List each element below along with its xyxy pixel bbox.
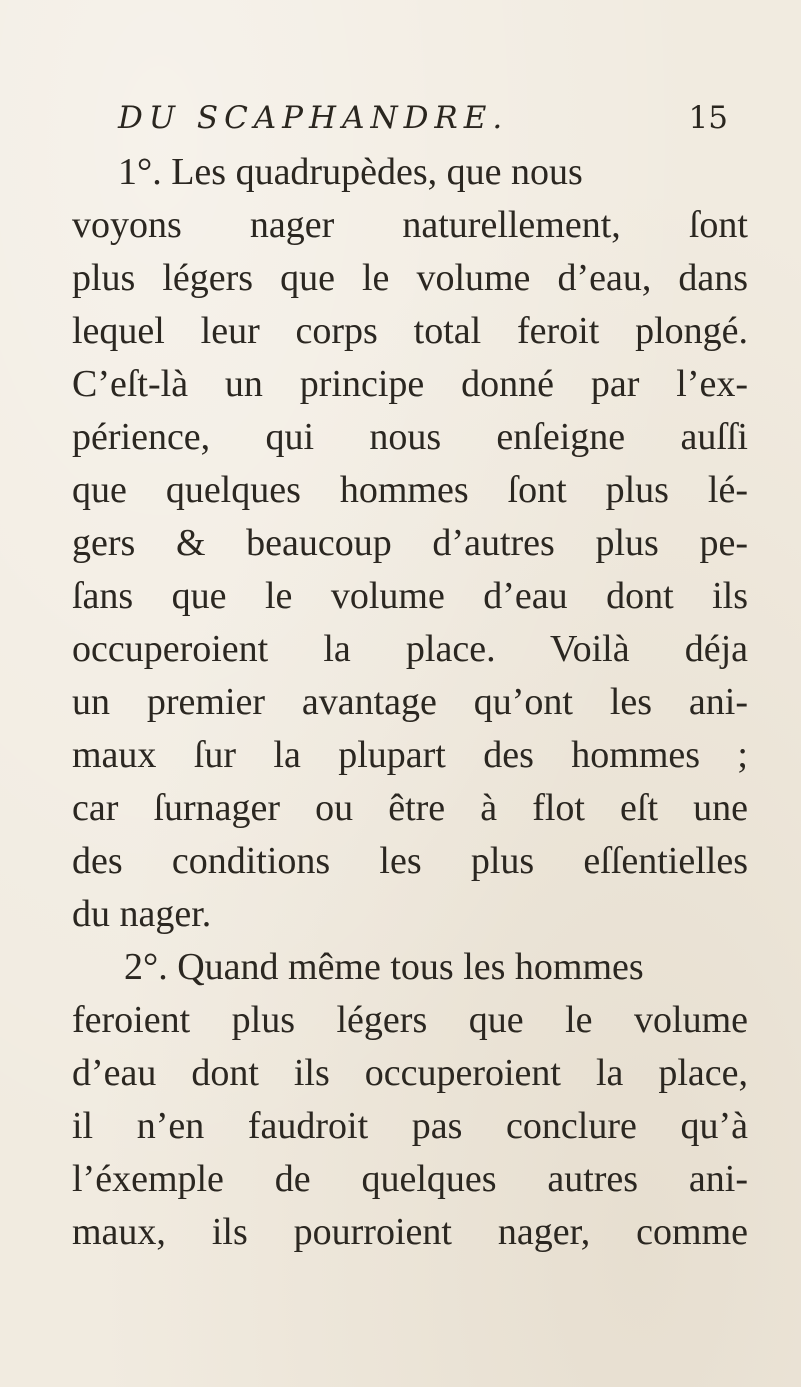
- text-line: des conditions les plus eſſentielles: [72, 840, 748, 882]
- text-line: ſans que le volume d’eau dont ils: [72, 575, 748, 617]
- text-line: 1°. Les quadrupèdes, que nous: [118, 151, 583, 193]
- text-line: un premier avantage qu’ont les ani-: [72, 681, 748, 723]
- text-line: gers & beaucoup d’autres plus pe-: [72, 522, 748, 564]
- text-line: maux, ils pourroient nager, comme: [72, 1211, 748, 1253]
- text-line: d’eau dont ils occuperoient la place,: [72, 1052, 748, 1094]
- text-line: occuperoient la place. Voilà déja: [72, 628, 748, 670]
- text-line: voyons nager naturellement, ſont: [72, 204, 748, 246]
- text-line: 2°. Quand même tous les hommes: [124, 946, 644, 988]
- text-line: l’éxemple de quelques autres ani-: [72, 1158, 748, 1200]
- running-head: [118, 100, 728, 148]
- text-line: maux ſur la plupart des hommes ;: [72, 734, 748, 776]
- text-line: périence, qui nous enſeigne auſſi: [72, 416, 748, 458]
- text-line: feroient plus légers que le volume: [72, 999, 748, 1041]
- running-title: DU SCAPHANDRE.: [118, 100, 509, 136]
- text-line: car ſurnager ou être à flot eſt une: [72, 787, 748, 829]
- text-line: C’eſt-là un principe donné par l’ex-: [72, 363, 748, 405]
- text-line: que quelques hommes ſont plus lé-: [72, 469, 748, 511]
- text-line: il n’en faudroit pas conclure qu’à: [72, 1105, 748, 1147]
- text-line: plus légers que le volume d’eau, dans: [72, 257, 748, 299]
- text-line: du nager.: [72, 893, 212, 935]
- text-line: lequel leur corps total feroit plongé.: [72, 310, 748, 352]
- page-number: 15: [688, 100, 728, 136]
